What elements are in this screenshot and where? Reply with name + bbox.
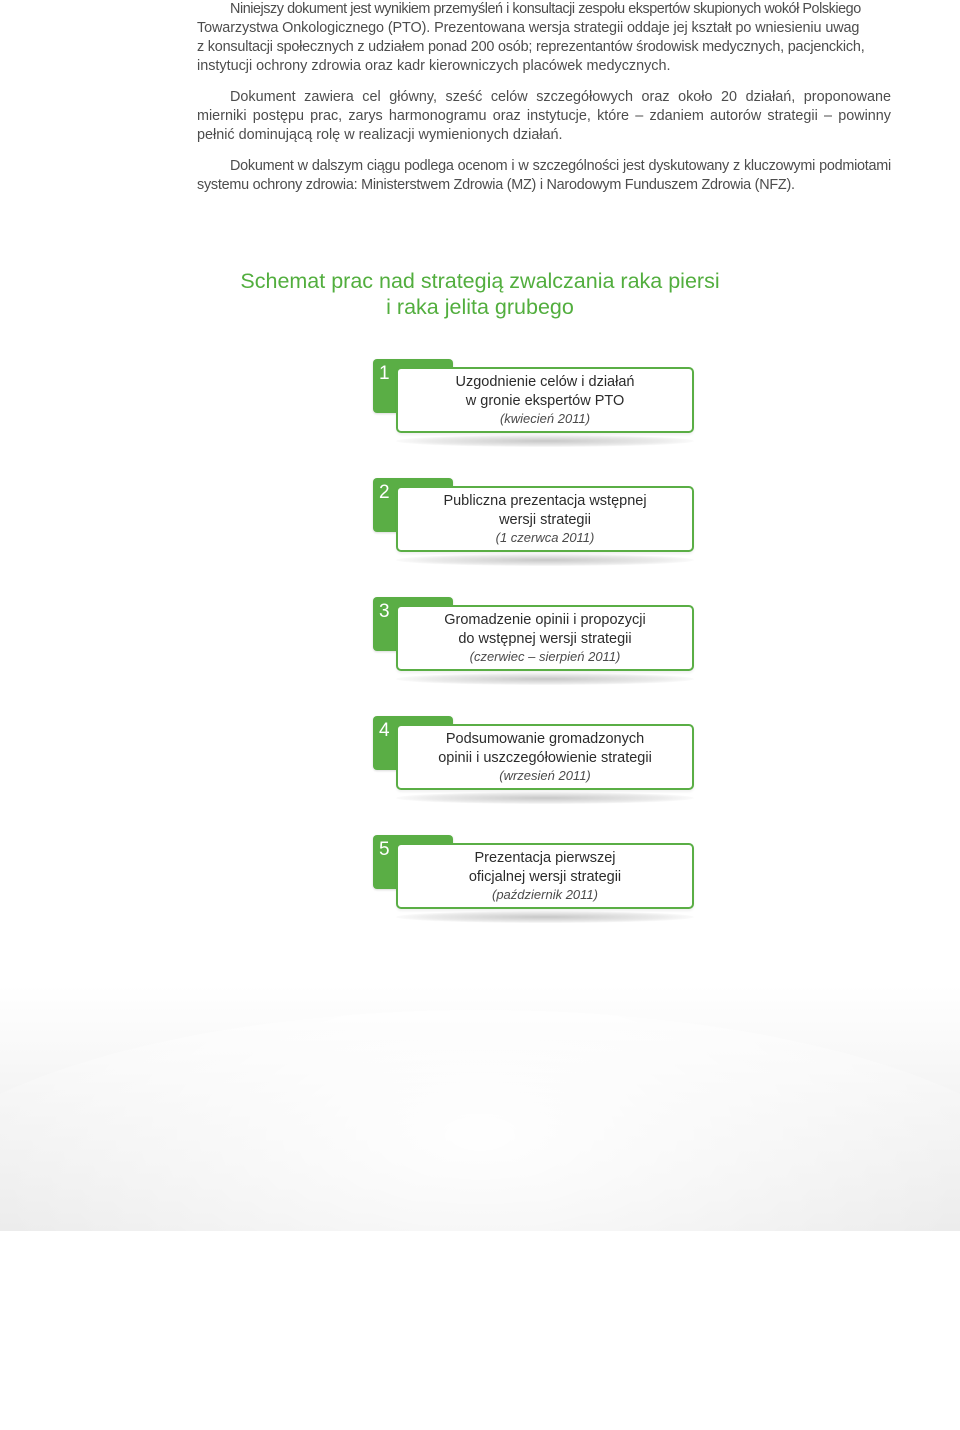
schema-title xyxy=(0,268,960,320)
intro-line: Towarzystwa Onkologicznego (PTO). Prezentowana wersja strategii oddaje jej kształt po wniesieniu uwag xyxy=(197,20,860,36)
step-title-line-2: oficjalnej wersji strategii xyxy=(468,868,622,885)
step-number: 4 xyxy=(379,720,390,741)
intro-line: z konsultacji społecznych z udziałem ponad 200 osób; reprezentantów środowisk medycznych, pacjenckich, xyxy=(197,39,865,55)
intro-line: instytucji ochrony zdrowia oraz kadr kierowniczych placówek medycznych. xyxy=(197,58,671,74)
step-title-line-1: Gromadzenie opinii i propozycji xyxy=(444,612,646,628)
step-shadow xyxy=(396,435,694,447)
schema-title-line-2: i raka jelita grubego xyxy=(386,295,574,319)
step-title-line-1: Publiczna prezentacja wstępnej xyxy=(443,493,647,509)
step-card xyxy=(396,605,694,671)
step-1 xyxy=(373,359,695,449)
step-4 xyxy=(373,716,695,806)
step-number: 3 xyxy=(379,601,390,622)
intro-line: Niniejszy dokument jest wynikiem przemyśleń i konsultacji zespołu ekspertów skupionych wokół Polskiego xyxy=(230,1,861,17)
step-date: (kwiecień 2011) xyxy=(499,411,591,426)
step-number: 1 xyxy=(379,363,390,384)
step-card xyxy=(396,486,694,552)
intro-paragraph-3: Dokument w dalszym ciągu podlega ocenom i w szczególności jest dyskutowany z kluczowymi podmiotami systemu ochrony zdrowia: Ministerstwem Zdrowia (MZ) i Narodowym Funduszem Zdrowia (NFZ). xyxy=(197,158,891,193)
step-title-line-2: opinii i uszczegółowienie strategii xyxy=(438,749,652,766)
step-title-line-1: Podsumowanie gromadzonych xyxy=(445,731,645,747)
step-title-line-2: w gronie ekspertów PTO xyxy=(465,392,625,409)
step-shadow xyxy=(396,911,694,923)
step-3 xyxy=(373,597,695,687)
intro-paragraph-1 xyxy=(197,0,891,76)
step-card xyxy=(396,724,694,790)
step-date: (1 czerwca 2011) xyxy=(495,530,595,545)
step-5 xyxy=(373,835,695,925)
step-shadow xyxy=(396,792,694,804)
step-card xyxy=(396,843,694,909)
step-shadow xyxy=(396,673,694,685)
intro-paragraph-2: Dokument zawiera cel główny, sześć celów szczegółowych oraz około 20 działań, proponowane mierniki postępu prac, zarys harmonogramu oraz instytucje, które – zdaniem autorów strategii – powinny pełnić dominującą rolę w realizacji wymienionych działań. xyxy=(197,89,891,143)
step-number: 5 xyxy=(379,839,390,860)
step-2 xyxy=(373,478,695,568)
step-date: (wrzesień 2011) xyxy=(499,768,591,783)
step-shadow xyxy=(396,554,694,566)
schema-title-line-1: Schemat prac nad strategią zwalczania raka piersi xyxy=(240,269,720,293)
step-title-line-2: wersji strategii xyxy=(499,511,591,528)
step-title-line-1: Uzgodnienie celów i działań xyxy=(455,374,635,390)
step-title-line-1: Prezentacja pierwszej xyxy=(474,850,616,866)
step-title-line-2: do wstępnej wersji strategii xyxy=(458,630,632,647)
step-date: (czerwiec – sierpień 2011) xyxy=(469,649,621,664)
intro-text xyxy=(197,0,891,207)
background-highlight xyxy=(0,1010,960,1430)
step-date: (październik 2011) xyxy=(492,887,598,902)
step-card xyxy=(396,367,694,433)
step-number: 2 xyxy=(379,482,390,503)
